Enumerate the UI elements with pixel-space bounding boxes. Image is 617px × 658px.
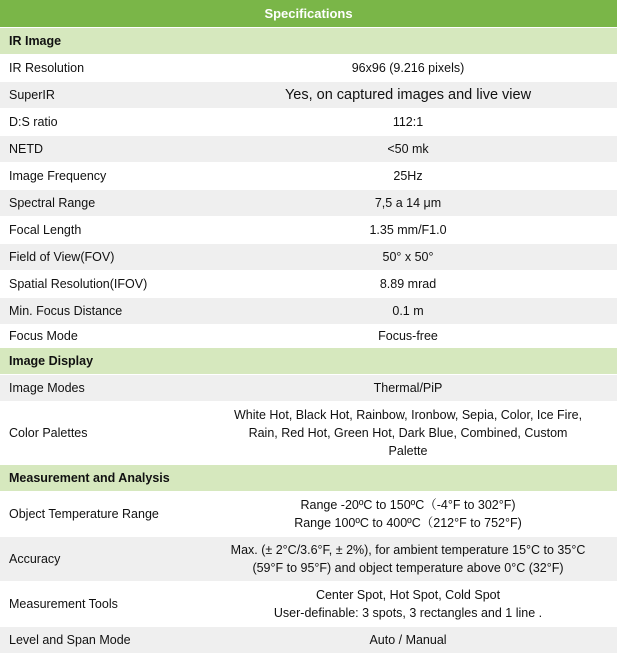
row-value: 25Hz (199, 163, 617, 190)
row-value: Focus-free (199, 325, 617, 348)
table-row (0, 402, 617, 465)
value-line: (59°F to 95°F) and object temperature above 0°C (32°F) (252, 561, 564, 575)
row-value: <50 mk (199, 136, 617, 163)
table-row (0, 492, 617, 537)
section-heading-ir-image: IR Image (0, 28, 617, 55)
table-row (0, 375, 617, 402)
row-value: 7,5 a 14 μm (199, 190, 617, 217)
table-row (0, 82, 617, 109)
row-value: 1.35 mm/F1.0 (199, 217, 617, 244)
section-heading-measurement-analysis: Measurement and Analysis (0, 465, 617, 492)
table-row (0, 537, 617, 582)
row-value: Thermal/PiP (199, 375, 617, 402)
row-label: IR Resolution (0, 55, 199, 82)
table-row (0, 109, 617, 136)
row-label: Image Modes (0, 375, 199, 402)
row-value: 96x96 (9.216 pixels) (199, 55, 617, 82)
value-line: Rain, Red Hot, Green Hot, Dark Blue, Combined, Custom (248, 426, 568, 440)
row-label: Accuracy (0, 537, 199, 582)
value-line: Range -20ºC to 150ºC（-4°F to 302°F) (300, 498, 516, 512)
row-label: Spectral Range (0, 190, 199, 217)
table-row (0, 582, 617, 627)
row-value: 50° x 50° (199, 244, 617, 271)
table-row (0, 298, 617, 325)
value-line: User-definable: 3 spots, 3 rectangles and 1 line . (273, 606, 543, 620)
section-heading-row (0, 348, 617, 375)
row-label: Spatial Resolution(IFOV) (0, 271, 199, 298)
row-label: Image Frequency (0, 163, 199, 190)
row-label: Focal Length (0, 217, 199, 244)
row-label: Color Palettes (0, 402, 199, 465)
row-value: 112:1 (199, 109, 617, 136)
table-row (0, 163, 617, 190)
table-row (0, 136, 617, 163)
value-line: Center Spot, Hot Spot, Cold Spot (315, 588, 501, 602)
row-value: 8.89 mrad (199, 271, 617, 298)
section-heading-image-display: Image Display (0, 348, 617, 375)
row-value (199, 582, 617, 627)
row-value: Yes, on captured images and live view (199, 82, 617, 109)
row-label: Level and Span Mode (0, 627, 199, 654)
row-value: 0.1 m (199, 298, 617, 325)
section-heading-row (0, 28, 617, 55)
row-label: Object Temperature Range (0, 492, 199, 537)
value-line: Range 100ºC to 400ºC（212°F to 752°F) (294, 516, 522, 530)
row-value: Auto / Manual (199, 627, 617, 654)
row-label: Min. Focus Distance (0, 298, 199, 325)
row-label: Focus Mode (0, 325, 199, 348)
table-row (0, 271, 617, 298)
table-row (0, 627, 617, 654)
table-row (0, 244, 617, 271)
row-label: Measurement Tools (0, 582, 199, 627)
row-value (199, 537, 617, 582)
table-title-row (0, 0, 617, 28)
row-label: NETD (0, 136, 199, 163)
value-line: Palette (388, 444, 428, 458)
table-row (0, 325, 617, 348)
table-row (0, 190, 617, 217)
table-title: Specifications (0, 0, 617, 28)
section-heading-row (0, 465, 617, 492)
value-line: White Hot, Black Hot, Rainbow, Ironbow, Sepia, Color, Ice Fire, (233, 408, 583, 422)
value-line: Max. (± 2°C/3.6°F, ± 2%), for ambient temperature 15°C to 35°C (230, 543, 586, 557)
row-value (199, 402, 617, 465)
row-label: Field of View(FOV) (0, 244, 199, 271)
row-value (199, 492, 617, 537)
row-label: D:S ratio (0, 109, 199, 136)
table-row (0, 55, 617, 82)
row-label: SuperIR (0, 82, 199, 109)
table-row (0, 217, 617, 244)
